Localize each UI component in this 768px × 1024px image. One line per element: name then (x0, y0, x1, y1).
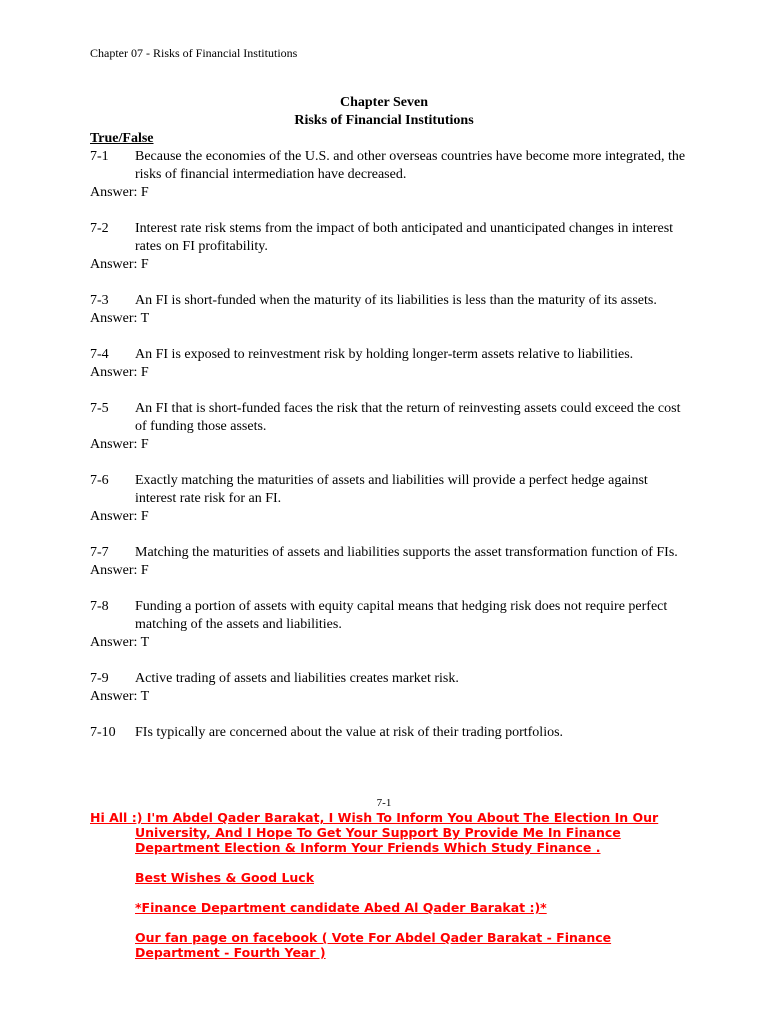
question-item (90, 400, 690, 454)
question-number: 7-8 (90, 599, 109, 614)
question-answer: Answer: T (90, 311, 150, 326)
question-item (90, 220, 690, 274)
question-answer: Answer: T (90, 689, 150, 704)
question-text: FIs typically are concerned about the value at risk of their trading portfolios. (135, 725, 564, 740)
question-item (90, 148, 690, 202)
question-number: 7-10 (90, 725, 116, 740)
section-heading: True/False (90, 131, 154, 146)
question-number: 7-6 (90, 473, 109, 488)
question-answer: Answer: F (90, 365, 149, 380)
page-number: 7-1 (376, 797, 392, 809)
question-item (90, 472, 690, 526)
question-text: An FI is short-funded when the maturity of its liabilities is less than the maturity of its assets. (135, 293, 657, 308)
question-number: 7-7 (90, 545, 109, 560)
question-answer: Answer: F (90, 185, 149, 200)
question-answer: Answer: T (90, 635, 150, 650)
running-header: Chapter 07 - Risks of Financial Institutions (90, 46, 298, 60)
question-item (90, 724, 690, 742)
question-number: 7-1 (90, 149, 109, 164)
question-item (90, 598, 690, 652)
question-item (90, 544, 690, 580)
question-text: Funding a portion of assets with equity capital means that hedging risk does not require perfect matching of the assets and liabilities. (135, 599, 668, 632)
chapter-subtitle: Risks of Financial Institutions (294, 113, 474, 128)
question-answer: Answer: F (90, 437, 149, 452)
question-list (90, 148, 690, 760)
question-number: 7-2 (90, 221, 109, 236)
promo-message (90, 810, 690, 960)
question-number: 7-3 (90, 293, 109, 308)
chapter-title-block (90, 94, 678, 130)
promo-intro-text: Hi All :) I'm Abdel Qader Barakat, I Wish To Inform You About The Election In Our University, And I Hope To Get Your Support By Provide Me In Finance Department Election & Inform Your Friends Which Study Finance . (90, 810, 659, 855)
promo-wishes-text: Best Wishes & Good Luck (135, 870, 315, 885)
question-answer: Answer: F (90, 509, 149, 524)
question-number: 7-9 (90, 671, 109, 686)
question-item (90, 292, 690, 328)
question-text: Matching the maturities of assets and liabilities supports the asset transformation function of FIs. (135, 545, 678, 560)
question-text: An FI is exposed to reinvestment risk by holding longer-term assets relative to liabilities. (135, 347, 634, 362)
question-text: An FI that is short-funded faces the risk that the return of reinvesting assets could exceed the cost of funding those assets. (135, 401, 681, 434)
question-number: 7-5 (90, 401, 109, 416)
question-number: 7-4 (90, 347, 109, 362)
promo-fanpage-text: Our fan page on facebook ( Vote For Abdel Qader Barakat - Finance Department - Fourth Year ) (135, 930, 612, 960)
question-item (90, 346, 690, 382)
question-item (90, 670, 690, 706)
promo-candidate-text: *Finance Department candidate Abed Al Qader Barakat :)* (135, 900, 547, 915)
question-answer: Answer: F (90, 257, 149, 272)
question-text: Because the economies of the U.S. and other overseas countries have become more integrated, the risks of financial intermediation have decreased. (135, 149, 686, 182)
chapter-title: Chapter Seven (339, 95, 429, 110)
question-text: Exactly matching the maturities of assets and liabilities will provide a perfect hedge against interest rate risk for an FI. (135, 473, 648, 506)
question-text: Active trading of assets and liabilities creates market risk. (135, 671, 459, 686)
question-text: Interest rate risk stems from the impact of both anticipated and unanticipated changes in interest rates on FI profitability. (135, 221, 674, 254)
question-answer: Answer: F (90, 563, 149, 578)
